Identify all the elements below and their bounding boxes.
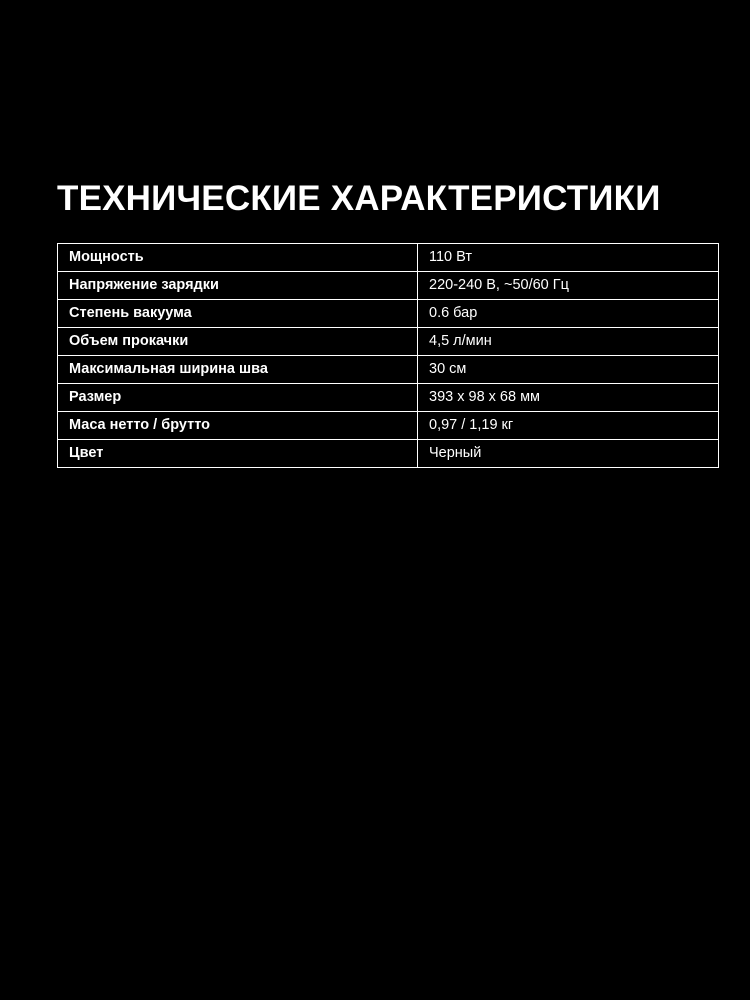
page-title: ТЕХНИЧЕСКИЕ ХАРАКТЕРИСТИКИ: [57, 179, 661, 219]
table-row: [58, 300, 719, 328]
spec-param-label: Мощность: [58, 244, 418, 272]
spec-param-value: 0.6 бар: [418, 300, 719, 328]
table-row: [58, 412, 719, 440]
spec-table-container: [57, 243, 694, 468]
spec-param-value: 0,97 / 1,19 кг: [418, 412, 719, 440]
spec-param-value: 110 Вт: [418, 244, 719, 272]
table-row: [58, 328, 719, 356]
spec-param-value: 393 x 98 x 68 мм: [418, 384, 719, 412]
spec-param-label: Цвет: [58, 440, 418, 468]
spec-param-label: Размер: [58, 384, 418, 412]
table-row: [58, 440, 719, 468]
spec-param-label: Объем прокачки: [58, 328, 418, 356]
spec-table-body: [58, 244, 719, 468]
spec-param-label: Максимальная ширина шва: [58, 356, 418, 384]
spec-param-value: Черный: [418, 440, 719, 468]
table-row: [58, 244, 719, 272]
spec-param-label: Напряжение зарядки: [58, 272, 418, 300]
table-row: [58, 384, 719, 412]
spec-param-value: 30 см: [418, 356, 719, 384]
spec-param-value: 220-240 В, ~50/60 Гц: [418, 272, 719, 300]
spec-param-label: Маса нетто / брутто: [58, 412, 418, 440]
specifications-table: [57, 243, 719, 468]
table-row: [58, 356, 719, 384]
spec-param-label: Степень вакуума: [58, 300, 418, 328]
table-row: [58, 272, 719, 300]
spec-param-value: 4,5 л/мин: [418, 328, 719, 356]
